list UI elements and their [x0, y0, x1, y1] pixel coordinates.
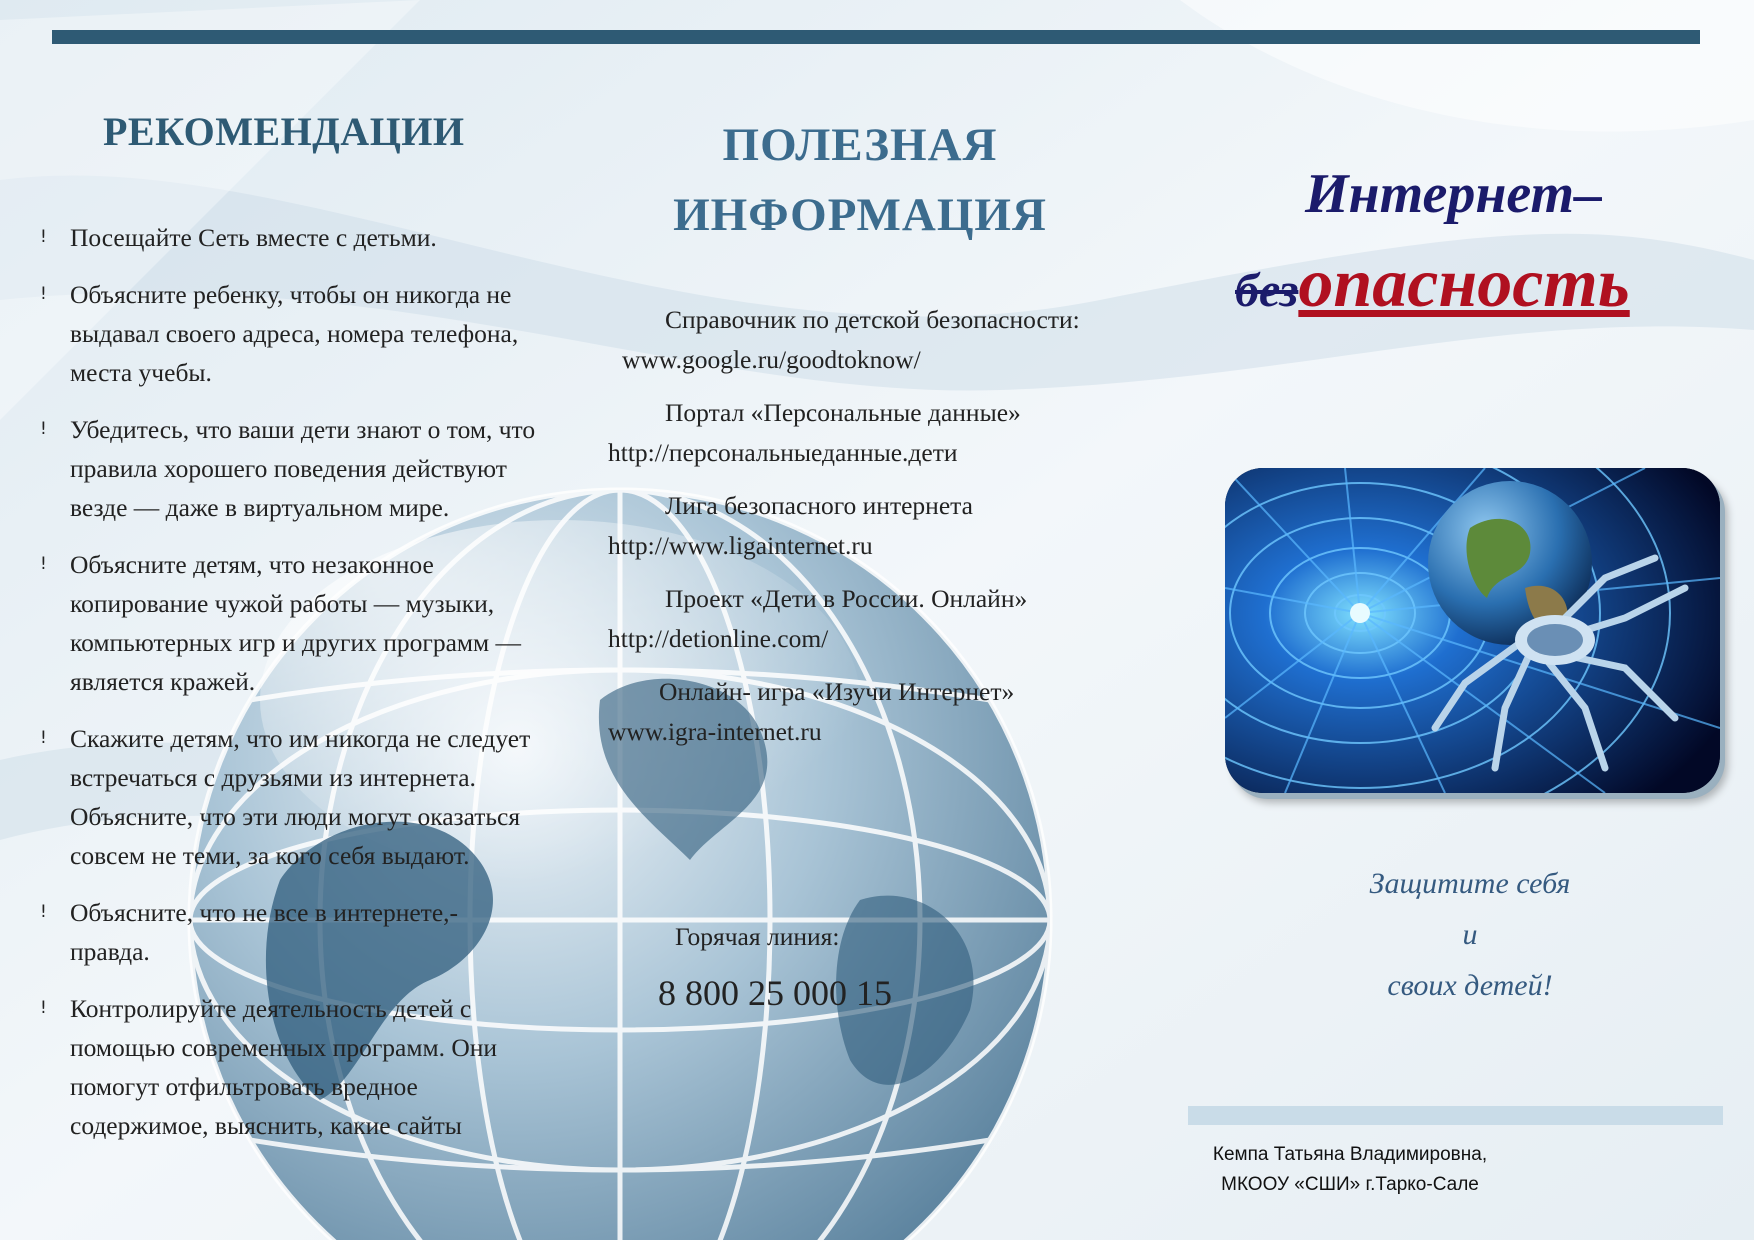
- resource-title: Онлайн- игра «Изучи Интернет»: [659, 677, 1015, 706]
- resource-title: Лига безопасного интернета: [665, 491, 973, 520]
- title-strikethrough-text: без: [1235, 264, 1299, 317]
- bullet-icon: !: [40, 902, 47, 922]
- hotline-label: Горячая линия:: [675, 922, 840, 951]
- tip-text: Объясните ребенку, чтобы он никогда не выдавал своего адреса, номера телефона, места учебы.: [70, 280, 519, 387]
- author-credit: [1200, 1140, 1500, 1200]
- bullet-icon: !: [40, 284, 47, 304]
- resource-title: Портал «Персональные данные»: [665, 398, 1021, 427]
- spider-globe-illustration: [1225, 468, 1720, 793]
- list-item: [40, 275, 540, 392]
- resource-title: Справочник по детской безопасности:: [665, 305, 1080, 334]
- list-item: [40, 545, 540, 701]
- resource-item: [608, 672, 1168, 752]
- author-divider-bar: [1188, 1106, 1723, 1125]
- resource-url[interactable]: www.google.ru/goodtoknow/: [622, 345, 921, 374]
- resource-title: Проект «Дети в России. Онлайн»: [665, 584, 1028, 613]
- resource-url[interactable]: www.igra-internet.ru: [608, 717, 822, 746]
- resource-item: [608, 300, 1168, 380]
- top-accent-bar: [52, 30, 1700, 44]
- list-item: [40, 410, 540, 527]
- tip-text: Объясните детям, что незаконное копирование чужой работы — музыки, компьютерных игр и других программ — является кражей.: [70, 550, 522, 696]
- heading-line: ПОЛЕЗНАЯ: [722, 119, 998, 171]
- slogan-line: своих детей!: [1387, 969, 1553, 1002]
- bullet-icon: !: [40, 728, 47, 748]
- tip-text: Посещайте Сеть вместе с детьми.: [70, 223, 437, 252]
- bullet-icon: !: [40, 419, 47, 439]
- bullet-icon: !: [40, 998, 47, 1018]
- author-name: Кемпа Татьяна Владимировна,: [1212, 1144, 1488, 1165]
- recommendations-heading: РЕКОМЕНДАЦИИ: [103, 109, 465, 154]
- slogan-line: Защитите себя: [1369, 867, 1571, 900]
- author-school: МКООУ «СШИ» г.Тарко-Сале: [1221, 1174, 1479, 1195]
- tip-text: Контролируйте деятельность детей с помощью современных программ. Они помогут отфильтровать вредное содержимое, выяснить, какие сайты: [70, 994, 498, 1140]
- recommendations-list: [40, 218, 540, 1163]
- list-item: [40, 719, 540, 875]
- list-item: [40, 893, 540, 971]
- slogan: [1300, 858, 1640, 1011]
- useful-info-heading: [650, 110, 1070, 250]
- resource-item: [608, 486, 1168, 566]
- cover-title-line2: [1235, 246, 1630, 329]
- heading-line: ИНФОРМАЦИЯ: [673, 189, 1047, 241]
- list-item: [40, 218, 540, 257]
- resource-url[interactable]: http://www.ligainternet.ru: [608, 531, 873, 560]
- bullet-icon: !: [40, 227, 47, 247]
- cover-title-line1: Интернет–: [1305, 163, 1603, 225]
- title-main-text: опасность: [1298, 245, 1630, 322]
- tip-text: Объясните, что не все в интернете,- правда.: [70, 898, 459, 966]
- hotline-number: 8 800 25 000 15: [658, 973, 892, 1013]
- resource-item: [608, 393, 1168, 473]
- slogan-line: и: [1462, 918, 1478, 951]
- bullet-icon: !: [40, 554, 47, 574]
- resource-item: [608, 579, 1168, 659]
- tip-text: Скажите детям, что им никогда не следует встречаться с друзьями из интернета. Объясните, что эти люди могут оказаться совсем не теми, за кого себя выдают.: [70, 724, 531, 870]
- list-item: [40, 989, 540, 1145]
- resource-links: [608, 300, 1168, 765]
- resource-url[interactable]: http://detionline.com/: [608, 624, 829, 653]
- tip-text: Убедитесь, что ваши дети знают о том, что правила хорошего поведения действуют везде — даже в виртуальном мире.: [70, 415, 536, 522]
- resource-url[interactable]: http://персональныеданные.дети: [608, 438, 958, 467]
